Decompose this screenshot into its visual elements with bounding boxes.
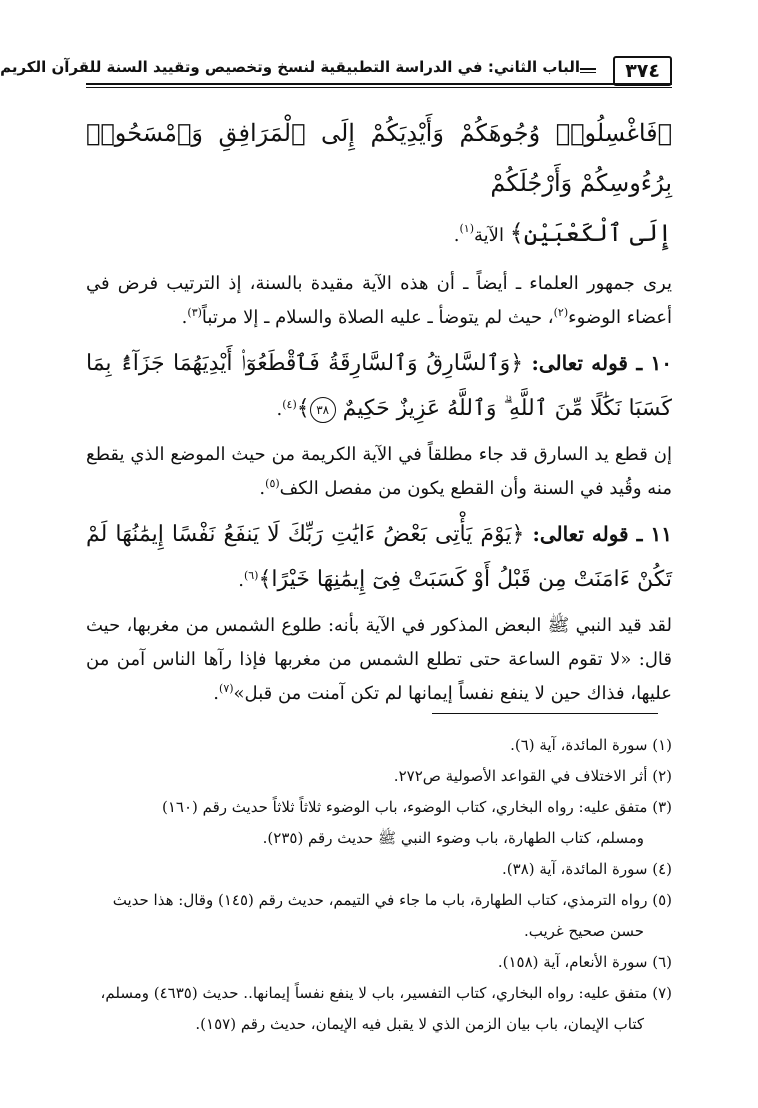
footnote-5-continued: حسن صحيح غريب. <box>523 922 644 940</box>
footnote-3-continued: ومسلم، كتاب الطهارة، باب وضوء النبي ﷺ حديث رقم (٢٣٥). <box>262 829 644 847</box>
ayah-number-icon: ٣٨ <box>310 397 336 423</box>
paragraph-2-text: إن قطع يد السارق قد جاء مطلقاً في الآية الكريمة من حيث الموضع الذي يقطع منه وقُيد في السنة وأن القطع يكون من مفصل الكف <box>86 444 672 499</box>
paragraph-1-end: . <box>181 307 188 328</box>
item-10-label: ١٠ ـ قوله تعالى: <box>531 351 672 375</box>
item-10-end: . <box>276 399 283 420</box>
footnote-4: (٤) سورة المائدة، آية (٣٨). <box>502 860 672 878</box>
header-title: الباب الثاني: في الدراسة التطبيقية لنسخ وتخصيص وتقييد السنة للقرآن الكريم <box>0 58 580 76</box>
paragraph-3 <box>86 609 672 711</box>
footnote-ref-4: (٤) <box>282 398 297 411</box>
item-10 <box>86 341 672 432</box>
footnote-2: (٢) أثر الاختلاف في القواعد الأصولية ص٢٧٢. <box>393 767 672 785</box>
main-text <box>86 108 672 711</box>
footnote-separator <box>432 713 658 714</box>
item-11-end: . <box>238 570 244 591</box>
footnotes <box>86 730 672 1040</box>
paragraph-3-end: . <box>213 683 220 704</box>
footnote-6: (٦) سورة الأنعام، آية (١٥٨). <box>497 953 672 971</box>
item-11-label: ١١ ـ قوله تعالى: <box>532 522 672 546</box>
footnote-ref-1: (١) <box>459 222 475 235</box>
paragraph-2-end: . <box>259 478 266 499</box>
footnote-1: (١) سورة المائدة، آية (٦). <box>510 736 672 754</box>
header-connector-rule <box>580 68 596 73</box>
footnote-7-continued: كتاب الإيمان، باب بيان الزمن الذي لا يقبل فيه الإيمان، حديث رقم (١٥٧). <box>195 1015 644 1033</box>
item-10-verse: ﴿وَٱلسَّارِقُ وَٱلسَّارِقَةُ فَٱقْطَعُوٓا۟ أَيْدِيَهُمَا جَزَآءًۢ بِمَا كَسَبَا نَكَٰلًا مِّنَ ٱللَّهِ ۗ وَٱللَّهُ عَزِيزٌ حَكِيمٌ <box>86 351 672 421</box>
paragraph-2 <box>86 438 672 506</box>
footnote-ref-7: (٧) <box>219 682 234 695</box>
footnote-ref-5: (٥) <box>265 477 280 490</box>
running-header <box>0 50 672 90</box>
footnote-ref-2: (٢) <box>553 306 569 319</box>
header-rule <box>86 83 672 88</box>
item-10-verse-close: ﴾ <box>296 396 310 421</box>
paragraph-1 <box>86 267 672 335</box>
paragraph-1-text-a: يرى جمهور العلماء ـ أيضاً ـ أن هذه الآية مقيدة بالسنة، إذ الترتيب فرض في أعضاء الوضوء <box>86 273 672 328</box>
item-11-verse: ﴿يَوْمَ يَأْتِى بَعْضُ ءَايَٰتِ رَبِّكَ لَا يَنفَعُ نَفْسًا إِيمَٰنُهَا لَمْ تَكُنْ ءَامَنَتْ مِن قَبْلُ أَوْ كَسَبَتْ فِىٓ إِيمَٰنِهَا خَيْرًا﴾ <box>86 522 672 592</box>
verse-line-2: إِلَى ٱلْكَعْبَيْنِ﴾ <box>509 219 672 247</box>
footnote-7: (٧) متفق عليه: رواه البخاري، كتاب التفسير، باب لا ينفع نفساً إيمانها.. حديث (٤٦٣٥) ومسلم، <box>100 984 672 1002</box>
verse-line-1: ﴿فَاغْسِلُوا۟ وُجُوهَكُمْ وَأَيْدِيَكُمْ إِلَى ٱلْمَرَافِقِ وَٱمْسَحُوا۟ بِرُءُوسِكُمْ وَأَرْجُلَكُمْ <box>86 119 672 197</box>
paragraph-3-text: لقد قيد النبي ﷺ البعض المذكور في الآية بأنه: طلوع الشمس من مغربها، حيث قال: «لا تقوم الساعة حتى تطلع الشمس من مغربها فإذا رآها الناس آمن من عليها، فذاك حين لا ينفع نفساً إيمانها لم تكن آمنت من قبل» <box>86 615 672 704</box>
footnote-ref-6: (٦) <box>243 569 259 582</box>
paragraph-1-text-b: ، حيث لم يتوضأ ـ عليه الصلاة والسلام ـ إلا مرتباً <box>201 307 554 328</box>
footnote-5: (٥) رواه الترمذي، كتاب الطهارة، باب ما جاء في التيمم، حديث رقم (١٤٥) وقال: هذا حديث <box>112 891 672 909</box>
quran-verse-top: ﴿فَاغْسِلُوا۟ وُجُوهَكُمْ وَأَيْدِيَكُمْ إِلَى ٱلْمَرَافِقِ وَٱمْسَحُوا۟ بِرُءُوسِكُمْ وَأَرْجُلَكُمْ إِلَى ٱلْكَعْبَيْنِ﴾ الآية$^{(١)}$. <box>86 119 672 247</box>
footnote-3: (٣) متفق عليه: رواه البخاري، كتاب الوضوء، باب الوضوء ثلاثاً ثلاثاً حديث رقم (١٦٠) <box>161 798 672 816</box>
item-11 <box>86 512 672 603</box>
verse-suffix: الآية <box>474 225 510 246</box>
page-number: ٣٧٤ <box>613 56 672 86</box>
footnote-ref-3: (٣) <box>187 306 202 319</box>
